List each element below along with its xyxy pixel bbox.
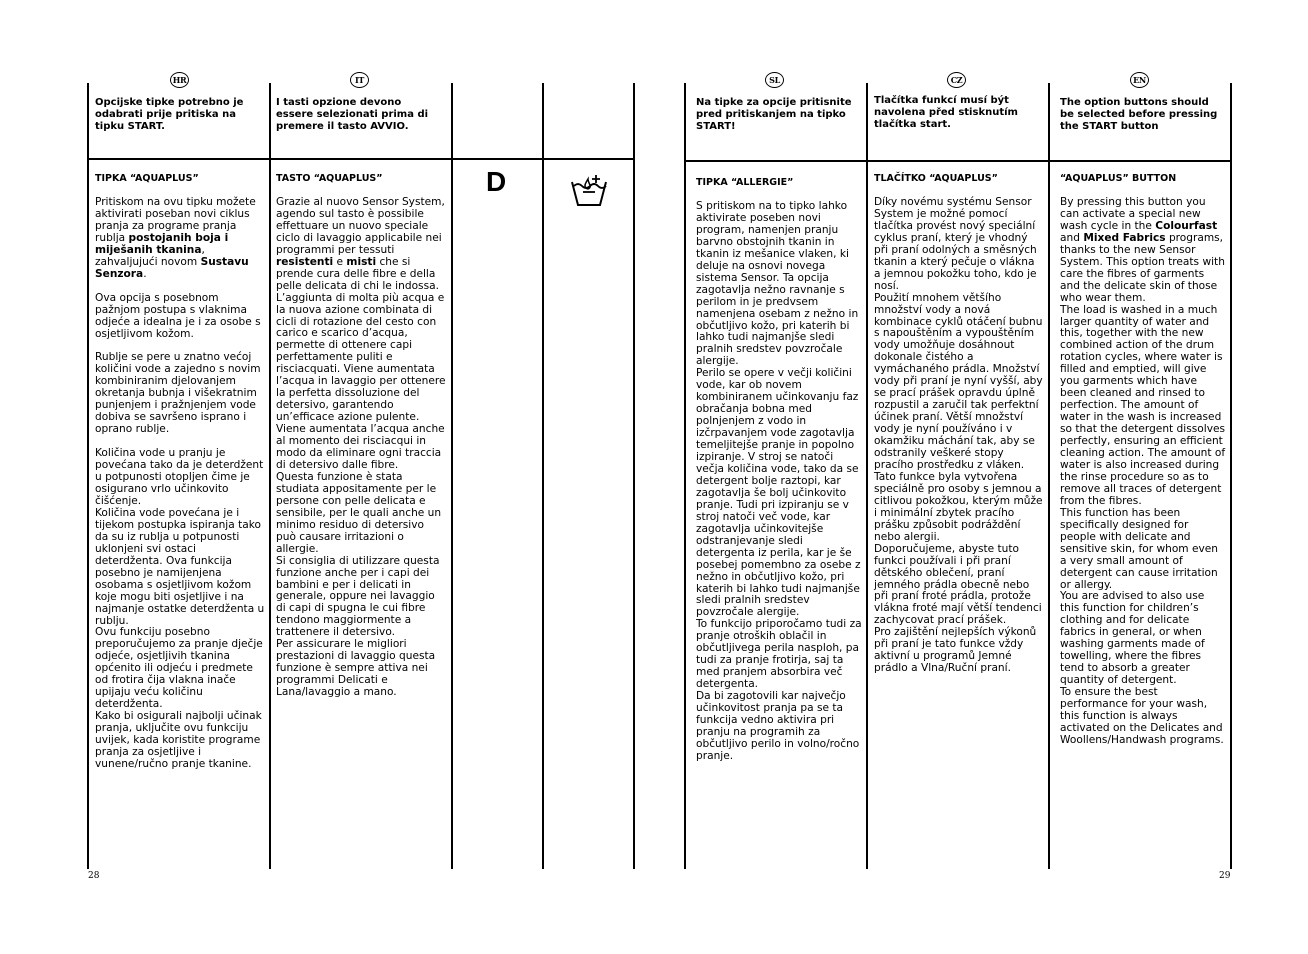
section-heading-it: TASTO “AQUAPLUS” (276, 173, 383, 184)
intro-it: I tasti opzione devono essere selezionati prima di premere il tasto AVVIO. (276, 97, 429, 132)
paragraph: Rublje se pere u znatno većoj količini vode a zajedno s novim kombiniranim djelovanjem okretanja bubnja i višekratnim punjenjem i pražnjenjem vode dobiva se savršeno isprano i oprano rublje. (95, 351, 261, 436)
paragraph: To ensure the best performance for your wash, this function is always activated on the Delicates and Woollens/Handwash programs. (1060, 686, 1224, 746)
column-hr (95, 173, 265, 771)
column-rule (633, 83, 635, 869)
paragraph: S pritiskom na to tipko lahko aktivirate poseben novi program, namenjen pranju barvno obstojnih tkanin in tkanin iz mešanice vlaken, ki deluje na osnovi novega sistema Sensor. Ta opcija zagotavlja nežno ravnanje s perilom in je predvsem namenjena osebam z nežno in občutljivo kožo, pri katerih bi lahko tudi najmanjše sledi pralnih sredstev povzročale alergije. (696, 200, 859, 368)
column-en (1060, 173, 1226, 747)
language-badge-sl: SL (765, 72, 784, 88)
aquaplus-wash-icon (569, 170, 609, 210)
section-letter: D (486, 166, 507, 197)
page-number: 29 (1219, 871, 1231, 881)
paragraph: Ovu funkciju posebno preporučujemo za pranje dječje odjeće, osjetljivih tkanina općenito ili odjeću i predmete od frotira čija vlakna inače upijaju veću količinu deterdženta. (95, 626, 263, 711)
language-badge-cz: CZ (947, 72, 966, 88)
paragraph: You are advised to also use this function for children’s clothing and for delicate fabrics in general, or when washing garments made of towelling, where the fibres tend to absorb a greater quantity of detergent. (1060, 590, 1205, 687)
paragraph: Količina vode u pranju je povećana tako da je deterdžent u potpunosti otopljen čime je osigurano vrlo učinkovito čišćenje. (95, 447, 264, 507)
paragraph: Si consiglia di utilizzare questa funzione anche per i capi dei bambini e per i delicati in generale, oppure nei lavaggio di capi di spugna le cui fibre tendono maggiormente a trattenere il detersivo. (276, 554, 440, 639)
paragraph: Doporučujeme, abyste tuto funkci používali i při praní dětského oblečení, praní jemného prádla obecně nebo při praní froté prádla, protože vlákna froté mají větší tendenci zachycovat prací prášek. (874, 542, 1042, 627)
section-heading-sl: TIPKA “ALLERGIE” (696, 177, 794, 188)
language-badge-it: IT (350, 72, 369, 88)
column-cz (874, 173, 1044, 675)
intro-en: The option buttons should be selected before pressing the START button (1060, 97, 1218, 132)
header-rule (684, 160, 1231, 162)
paragraph: Použití mnohem většího množství vody a nová kombinace cyklů otáčení bubnu s napouštěním a vypouštěním vody umožňuje dosáhnout dokonale čistého a vymáchaného prádla. Množství vody při praní je nyní vyšší, aby se prací prášek opravdu úplně rozpustil a zaručil tak perfektní účinek praní. Větší množství vody je nyní používáno i v okamžiku máchání tak, aby se odstranily veškeré stopy pracího prostředku z vláken. (874, 291, 1043, 471)
column-rule (1230, 83, 1232, 869)
paragraph: Pritiskom na ovu tipku možete aktivirati poseban novi ciklus pranja za programe pranja rublja postojanih boja i miješanih tkanina, zahvaljujući novom Sustavu Senzora. (95, 196, 256, 280)
section-heading-cz: TLAČÍTKO “AQUAPLUS” (874, 173, 998, 184)
section-heading-hr: TIPKA “AQUAPLUS” (95, 173, 199, 184)
column-rule (866, 83, 868, 869)
paragraph: Pro zajištění nejlepších výkonů při praní je tato funkce vždy aktivní u programů Jemné prádlo a Vlna/Ruční praní. (874, 626, 1037, 675)
intro-sl: Na tipke za opcije pritisnite pred pritiskanjem na tipko START! (696, 97, 852, 132)
column-rule (451, 83, 453, 869)
paragraph: This function has been specifically designed for people with delicate and sensitive skin, for whom even a very small amount of detergent can cause irritation or allergy. (1060, 506, 1219, 591)
paragraph: Količina vode povećana je i tijekom postupka ispiranja tako da su iz rublja u potpunosti uklonjeni svi ostaci deterdženta. Ova funkcija posebno je namijenjena osobama s osjetljivom kožom koje mogu biti osjetljive i na najmanje ostatke deterdženta u rublju. (95, 506, 265, 627)
section-heading-en: “AQUAPLUS” BUTTON (1060, 173, 1177, 184)
paragraph: By pressing this button you can activate a special new wash cycle in the Colourfast and Mixed Fabrics programs, thanks to the new Sensor System. This option treats with care the fibres of garments and the delicate skin of those who wear them. (1060, 196, 1225, 304)
intro-cz: Tlačítka funkcí musí být navolena před stisknutím tlačítka start. (874, 95, 1018, 130)
language-badge-en: EN (1130, 72, 1149, 88)
column-rule (542, 83, 544, 869)
column-it (276, 173, 446, 699)
column-rule (1048, 83, 1050, 869)
column-sl (696, 177, 862, 763)
paragraph: Questa funzione è stata studiata appositamente per le persone con pelle delicata e sensibile, per le quali anche un minimo residuo di detersivo può causare irritazioni o allergie. (276, 470, 442, 555)
paragraph: Da bi zagotovili kar največjo učinkovitost pranja pa se ta funkcija vedno aktivira pri pranju na programih za občutljivo perilo in volno/ročno pranje. (696, 690, 860, 762)
paragraph: Kako bi osigurali najbolji učinak pranja, uključite ovu funkciju uvijek, kada koristite programe pranja za osjetljive i vunene/ručno pranje tkanine. (95, 710, 262, 770)
paragraph: Perilo se opere v večji količini vode, kar ob novem kombiniranem učinkovanju faz obračanja bobna med polnjenjem z vodo in izčrpavanjem vode zagotavlja temeljitejše pranje in popolno izpiranje. V stroj se natoči večja količina vode, tako da se detergent bolje raztopi, kar zagotavlja še bolj učinkovito pranje. Tudi pri izpiranju se v stroj natoči več vode, kar zagotavlja učinkovitejše odstranjevanje sledi detergenta iz perila, kar je še posebej pomembno za osebe z nežno in občutljivo kožo, pri katerih bi lahko tudi najmanjše sledi pralnih sredstev povzročale alergije. (696, 367, 861, 619)
intro-hr: Opcijske tipke potrebno je odabrati prije pritiska na tipku START. (95, 97, 244, 132)
header-rule (87, 158, 634, 160)
paragraph: Tato funkce byla vytvořena speciálně pro osoby s jemnou a citlivou pokožkou, kterým může i minimální zbytek pracího prášku způsobit podráždění nebo alergii. (874, 470, 1043, 543)
column-rule (87, 83, 89, 869)
paragraph: Grazie al nuovo Sensor System, agendo sul tasto è possibile effettuare un nuovo speciale ciclo di lavaggio applicabile nei programmi per tessuti resistenti e misti che si prende cura delle fibre e della pelle delicata di chi le indossa. (276, 196, 445, 292)
paragraph: Ova opcija s posebnom pažnjom postupa s vlaknima odjeće a idealna je i za osobe s osjetljivom kožom. (95, 291, 261, 340)
paragraph: Díky novému systému Sensor System je možné pomocí tlačítka provést nový speciální cyklus praní, který je vhodný při praní odolných a směsných tkanin a který pečuje o vlákna a jemnou pokožku toho, kdo je nosí. (874, 196, 1037, 292)
page-number: 28 (88, 871, 100, 881)
paragraph: To funkcijo priporočamo tudi za pranje otroških oblačil in občutljivega perila nasploh, pa tudi za pranje frotirja, saj ta med pranjem absorbira več detergenta. (696, 618, 862, 691)
paragraph: The load is washed in a much larger quantity of water and this, together with the new combined action of the drum rotation cycles, where water is filled and emptied, will give you garments which have been cleaned and rinsed to perfection. The amount of water in the wash is increased so that the detergent dissolves perfectly, ensuring an efficient cleaning action. The amount of water is also increased during the rinse procedure so as to remove all traces of detergent from the fibres. (1060, 303, 1226, 507)
column-rule (684, 83, 686, 869)
language-badge-hr: HR (170, 72, 189, 88)
paragraph: Per assicurare le migliori prestazioni di lavaggio questa funzione è sempre attiva nei programmi Delicati e Lana/lavaggio a mano. (276, 638, 436, 699)
paragraph: L’aggiunta di molta più acqua e la nuova azione combinata di cicli di rotazione del cesto con carico e scarico d’acqua, permette di ottenere capi perfettamente puliti e risciacquati. Viene aumentata l’acqua in lavaggio per ottenere la perfetta dissoluzione del detersivo, garantendo un’efficace azione pulente. Viene aumentata l’acqua anche al momento dei risciacqui in modo da eliminare ogni traccia di detersivo dalle fibre. (276, 291, 446, 471)
column-rule (269, 83, 271, 869)
